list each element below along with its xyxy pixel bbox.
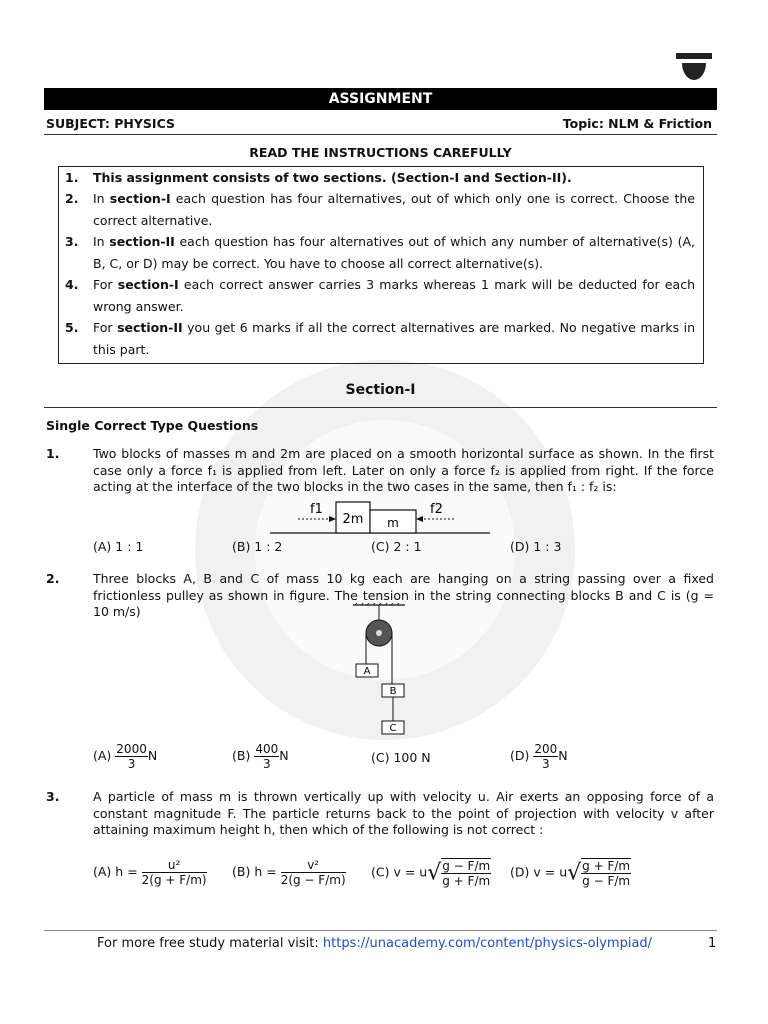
option-d[interactable] xyxy=(510,858,631,888)
section-divider xyxy=(44,407,717,408)
force-f2-label: f2 xyxy=(430,502,443,517)
option-label: (C) xyxy=(371,750,390,765)
option-c[interactable] xyxy=(371,750,431,765)
fraction-numerator: g + F/m xyxy=(582,859,631,873)
fraction-numerator: u² xyxy=(142,858,207,873)
block-b-label: B xyxy=(389,686,397,697)
instruction-text: In section-II each question has four alternatives out of which any number of alternative(s) (A, B, C, or D) may be correct. You have to choose all correct alternative(s). xyxy=(93,234,695,271)
fraction-denominator: g + F/m xyxy=(442,874,491,888)
question-text: Two blocks of masses m and 2m are placed on a smooth horizontal surface as shown. In the first case only a force f₁ is applied from left. Later on only a force f₂ is applied from right. If the force acting at the interface of the two blocks in the two cases in the same, then f₁ : f₂ is: xyxy=(93,446,714,494)
option-lhs: v = u xyxy=(533,864,568,880)
instruction-number: 1. xyxy=(65,170,79,185)
option-lhs: h = xyxy=(254,864,277,879)
unit: N xyxy=(279,748,289,763)
unit: N xyxy=(147,748,158,763)
option-a[interactable]: (A) 1 : 1 xyxy=(93,539,144,554)
fraction-denominator: 3 xyxy=(127,757,136,771)
fraction-denominator: 2(g + F/m) xyxy=(141,873,207,887)
instructions-box xyxy=(58,166,704,364)
fraction-numerator: 400 xyxy=(255,742,279,756)
instruction-number: 3. xyxy=(65,234,79,249)
fraction xyxy=(281,858,346,887)
option-a[interactable] xyxy=(93,742,157,771)
instruction-item xyxy=(65,274,695,317)
fraction xyxy=(441,858,491,888)
subject-label: SUBJECT: PHYSICS xyxy=(46,116,175,131)
section-subtitle: Single Correct Type Questions xyxy=(46,418,259,433)
question-number: 1. xyxy=(46,446,60,461)
fraction-numerator: 2000 xyxy=(116,742,147,756)
option-label: (D) xyxy=(510,748,530,763)
option-lhs: v = u xyxy=(393,864,428,880)
fraction-numerator: 200 xyxy=(534,742,558,756)
option-c[interactable]: (C) 2 : 1 xyxy=(371,539,422,554)
option-label: (D) xyxy=(510,864,530,880)
page-number: 1 xyxy=(708,936,717,951)
block-m-label: m xyxy=(387,516,399,530)
unit: N xyxy=(558,748,568,763)
option-label: (B) xyxy=(232,748,251,763)
instruction-text: For section-II you get 6 marks if all the correct alternatives are marked. No negative marks in this part. xyxy=(93,320,695,357)
fraction xyxy=(115,742,148,771)
option-b[interactable] xyxy=(232,858,346,887)
instruction-text: In section-I each question has four alternatives, out of which only one is correct. Choose the correct alternative. xyxy=(93,191,695,228)
option-d[interactable] xyxy=(510,742,568,771)
instruction-text: This assignment consists of two sections. (Section-I and Section-II). xyxy=(93,170,572,185)
force-f1-label: f1 xyxy=(310,502,323,517)
fraction-numerator: v² xyxy=(281,858,346,873)
fraction xyxy=(254,742,279,771)
fraction xyxy=(142,858,207,887)
option-label: (B) xyxy=(232,864,251,879)
option-b[interactable]: (B) 1 : 2 xyxy=(232,539,283,554)
sqrt-symbol: √ xyxy=(567,860,582,886)
option-label: (C) xyxy=(371,864,390,880)
instruction-number: 4. xyxy=(65,277,79,292)
fraction-denominator: 2(g − F/m) xyxy=(280,873,346,887)
question-number: 3. xyxy=(46,789,60,804)
header-divider xyxy=(44,134,717,135)
question-text: Three blocks A, B and C of mass 10 kg each are hanging on a string passing over a fixed frictionless pulley as shown in figure. The tension in the string connecting blocks B and C is (g = 10 m/s) xyxy=(93,571,714,619)
sqrt-symbol: √ xyxy=(427,860,442,886)
option-label: (A) xyxy=(93,864,112,879)
option-lhs: h = xyxy=(115,864,138,879)
footer xyxy=(97,936,652,951)
unacademy-logo-icon xyxy=(676,53,712,83)
option-value: 100 N xyxy=(393,750,431,765)
instruction-item xyxy=(65,317,695,360)
question-text: A particle of mass m is thrown vertically up with velocity u. Air exerts an opposing force of a constant magnitude F. The particle returns back to the point of projection with velocity v after attaining maximum height h, then which of the following is not correct : xyxy=(93,789,714,837)
question-number: 2. xyxy=(46,571,60,586)
instructions-title: READ THE INSTRUCTIONS CAREFULLY xyxy=(249,145,512,160)
instruction-text: For section-I each correct answer carries 3 marks whereas 1 mark will be deducted for each wrong answer. xyxy=(93,277,695,314)
instruction-number: 5. xyxy=(65,320,79,335)
instruction-item xyxy=(65,188,695,231)
instruction-item xyxy=(65,231,695,274)
block-2m-label: 2m xyxy=(342,512,364,527)
subject-row xyxy=(46,116,712,131)
fraction-denominator: 3 xyxy=(542,757,550,771)
option-a[interactable] xyxy=(93,858,207,887)
fraction-denominator: 3 xyxy=(262,757,271,771)
option-c[interactable] xyxy=(371,858,491,888)
fraction-denominator: g − F/m xyxy=(582,874,631,888)
fraction xyxy=(533,742,558,771)
assignment-banner: ASSIGNMENT xyxy=(44,88,717,110)
footer-link[interactable]: https://unacademy.com/content/physics-olympiad/ xyxy=(322,936,653,951)
footer-divider xyxy=(44,930,717,931)
instruction-number: 2. xyxy=(65,191,79,206)
instruction-item xyxy=(65,167,695,189)
option-label: (A) xyxy=(93,748,112,763)
block-a-label: A xyxy=(363,666,371,677)
footer-text: For more free study material visit: xyxy=(97,936,319,951)
pulley-figure xyxy=(345,603,415,739)
two-blocks-figure xyxy=(270,500,492,536)
topic-label: Topic: NLM & Friction xyxy=(562,116,712,131)
fraction-numerator: g − F/m xyxy=(442,859,491,873)
fraction xyxy=(581,858,631,888)
block-c-label: C xyxy=(389,723,397,734)
option-d[interactable]: (D) 1 : 3 xyxy=(510,539,562,554)
option-b[interactable] xyxy=(232,742,289,771)
section-title: Section-I xyxy=(345,382,416,398)
